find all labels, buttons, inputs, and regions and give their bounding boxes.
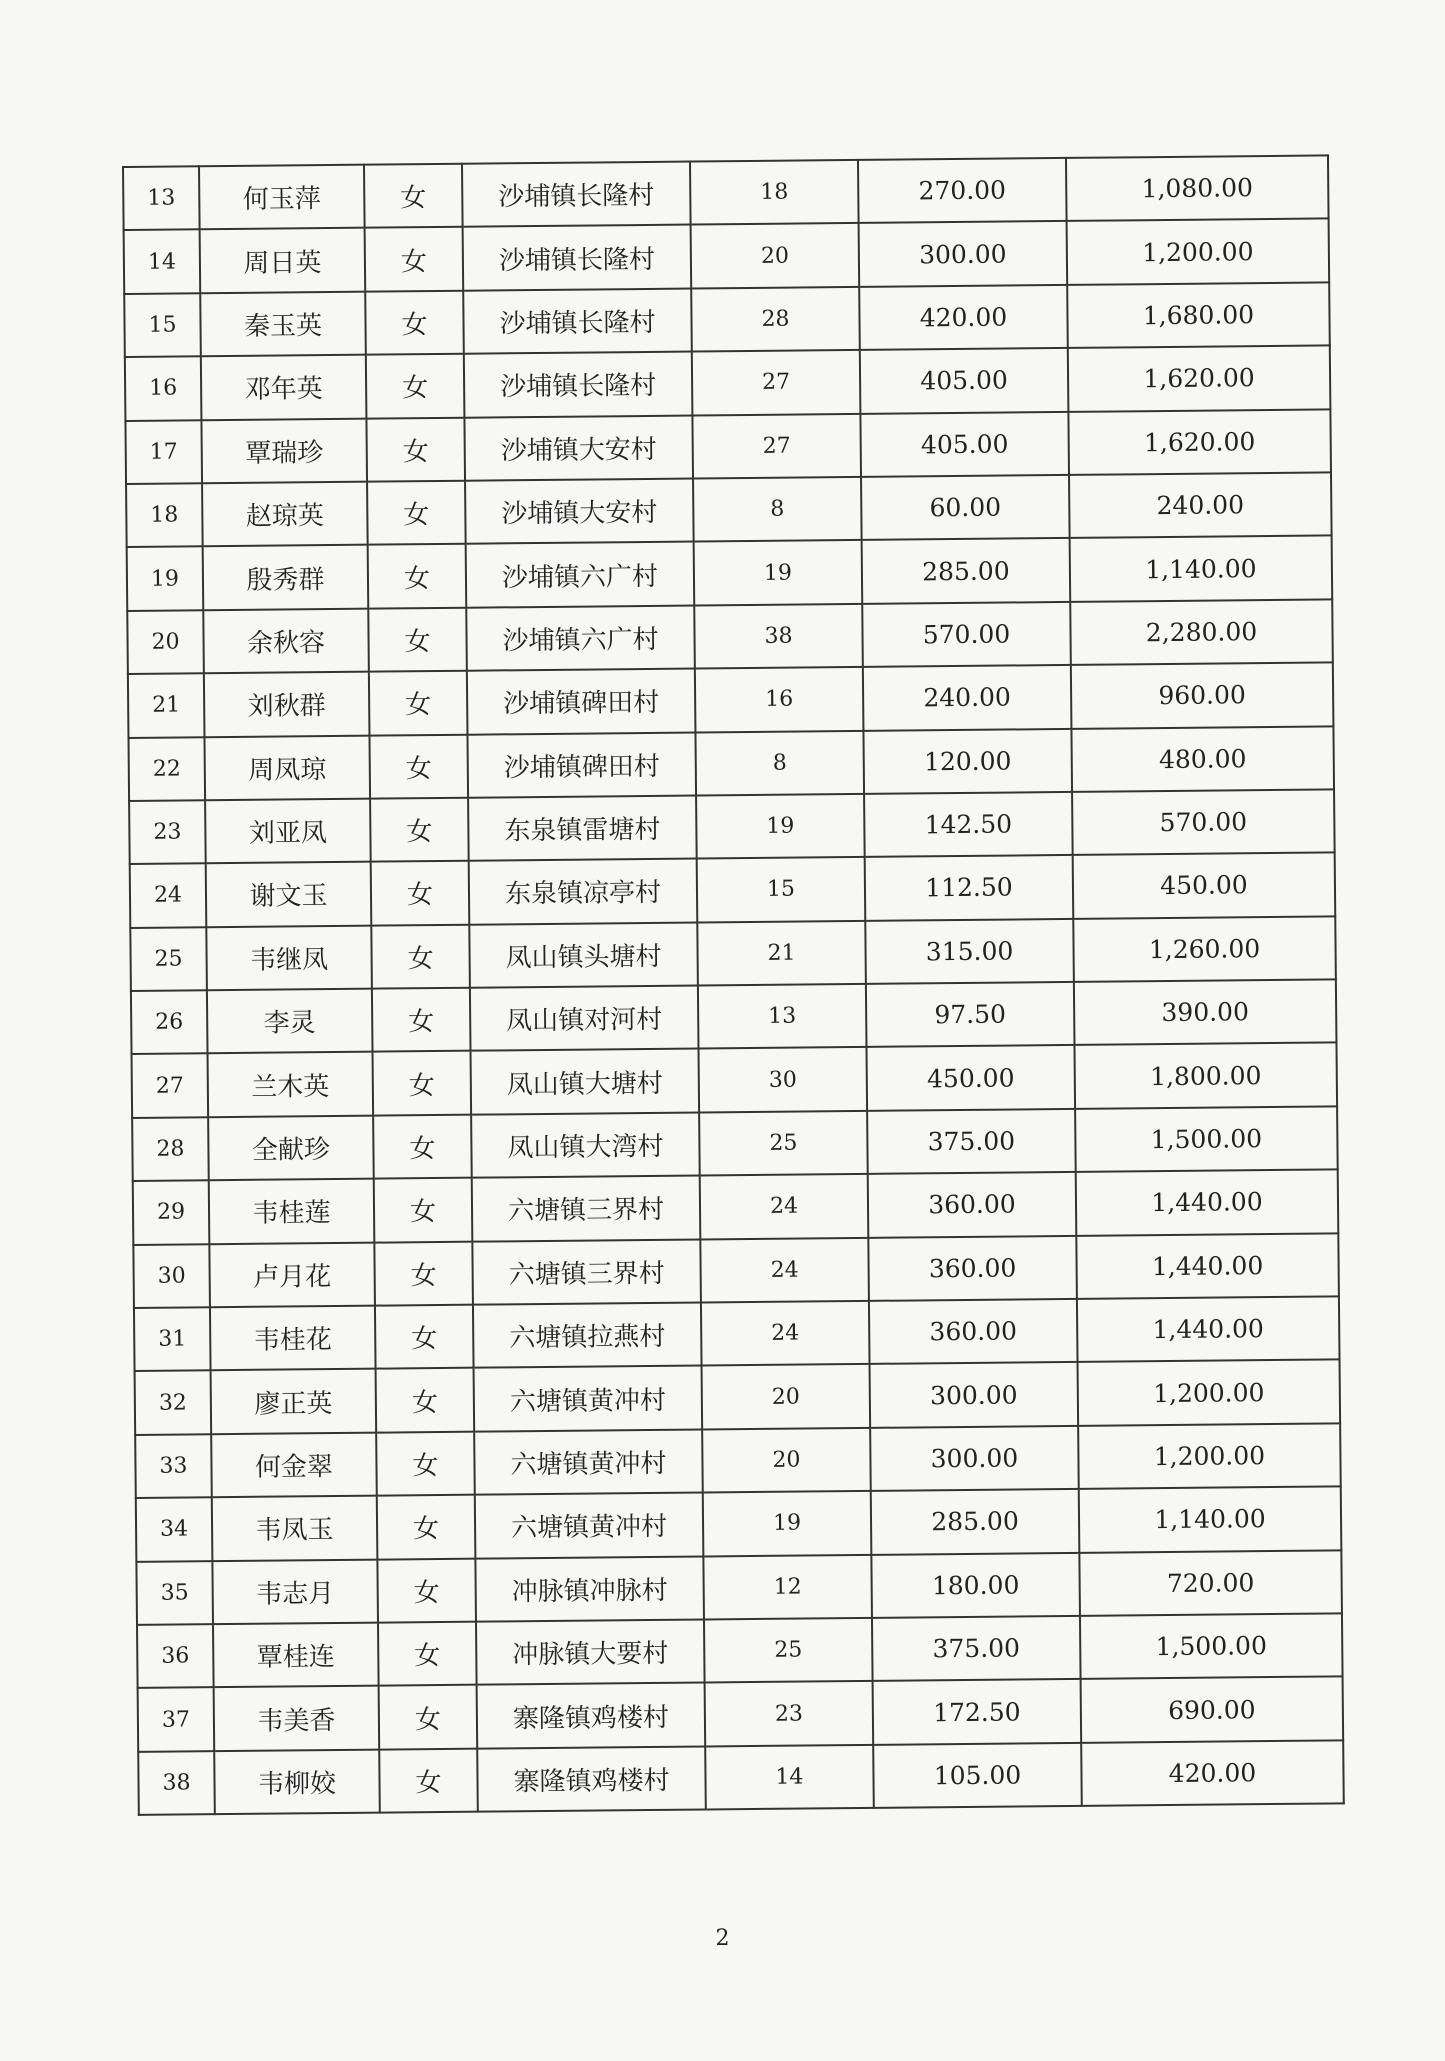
- person-name-cell: 周日英: [200, 228, 366, 293]
- amount-cell: 420.00: [859, 285, 1068, 350]
- amount-cell: 375.00: [867, 1109, 1076, 1174]
- gender-cell: 女: [376, 1431, 475, 1495]
- days-count-cell: 24: [700, 1238, 869, 1303]
- row-index-cell: 36: [137, 1624, 214, 1688]
- table-row: [123, 155, 1329, 230]
- person-name-cell: 覃瑞珍: [201, 418, 367, 483]
- days-count-cell: 25: [704, 1618, 873, 1683]
- gender-cell: 女: [374, 1241, 473, 1305]
- amount-cell: 285.00: [862, 538, 1071, 603]
- person-name-cell: 韦桂莲: [209, 1179, 375, 1244]
- person-name-cell: 余秋容: [203, 608, 369, 673]
- address-cell: 沙埔镇长隆村: [464, 352, 693, 418]
- days-count-cell: 12: [703, 1554, 872, 1619]
- person-name-cell: 廖正英: [211, 1369, 377, 1434]
- address-cell: 凤山镇头塘村: [469, 922, 698, 988]
- table-row: [127, 536, 1333, 611]
- row-index-cell: 32: [135, 1371, 212, 1435]
- gender-cell: 女: [371, 861, 470, 925]
- person-name-cell: 覃桂连: [213, 1623, 379, 1688]
- person-name-cell: 赵琼英: [202, 482, 368, 547]
- total-amount-cell: 1,140.00: [1079, 1487, 1342, 1553]
- table-row: [135, 1423, 1341, 1498]
- total-amount-cell: 1,200.00: [1078, 1360, 1341, 1426]
- row-index-cell: 20: [127, 610, 204, 674]
- person-name-cell: 秦玉英: [200, 291, 366, 356]
- gender-cell: 女: [367, 481, 466, 545]
- amount-cell: 240.00: [863, 665, 1072, 730]
- table-row: [131, 979, 1337, 1054]
- person-name-cell: 全献珍: [208, 1115, 374, 1180]
- person-name-cell: 韦美香: [214, 1686, 380, 1751]
- table-row: [133, 1170, 1339, 1245]
- table-row: [136, 1550, 1342, 1625]
- row-index-cell: 15: [124, 293, 201, 357]
- subsidy-table: [122, 154, 1345, 1816]
- gender-cell: 女: [365, 291, 464, 355]
- address-cell: 六塘镇黄冲村: [475, 1493, 704, 1559]
- days-count-cell: 14: [705, 1745, 874, 1810]
- person-name-cell: 殷秀群: [203, 545, 369, 610]
- amount-cell: 300.00: [870, 1426, 1079, 1491]
- address-cell: 六塘镇三界村: [472, 1239, 701, 1305]
- amount-cell: 60.00: [861, 475, 1070, 540]
- amount-cell: 105.00: [873, 1743, 1082, 1808]
- total-amount-cell: 390.00: [1074, 979, 1337, 1045]
- person-name-cell: 卢月花: [209, 1242, 375, 1307]
- address-cell: 沙埔镇六广村: [466, 605, 695, 671]
- address-cell: 沙埔镇碑田村: [467, 732, 696, 798]
- days-count-cell: 15: [697, 857, 866, 922]
- address-cell: 冲脉镇大要村: [476, 1619, 705, 1685]
- table-row: [135, 1360, 1341, 1435]
- gender-cell: 女: [373, 1115, 472, 1179]
- page-number: 2: [715, 1926, 730, 1951]
- row-index-cell: 35: [136, 1561, 213, 1625]
- address-cell: 六塘镇黄冲村: [474, 1366, 703, 1432]
- table-row: [133, 1233, 1339, 1308]
- row-index-cell: 22: [128, 737, 205, 801]
- table-row: [128, 663, 1334, 738]
- days-count-cell: 8: [695, 730, 864, 795]
- table-row: [124, 219, 1330, 294]
- days-count-cell: 27: [692, 413, 861, 478]
- row-index-cell: 13: [123, 166, 200, 230]
- amount-cell: 375.00: [872, 1616, 1081, 1681]
- amount-cell: 405.00: [860, 348, 1069, 413]
- row-index-cell: 14: [124, 230, 201, 294]
- row-index-cell: 27: [132, 1054, 209, 1118]
- person-name-cell: 韦桂花: [210, 1306, 376, 1371]
- gender-cell: 女: [378, 1622, 477, 1686]
- row-index-cell: 28: [132, 1117, 209, 1181]
- amount-cell: 142.50: [864, 792, 1073, 857]
- person-name-cell: 李灵: [207, 989, 373, 1054]
- person-name-cell: 兰木英: [208, 1052, 374, 1117]
- days-count-cell: 21: [697, 921, 866, 986]
- total-amount-cell: 1,080.00: [1066, 155, 1329, 221]
- gender-cell: 女: [377, 1558, 476, 1622]
- gender-cell: 女: [366, 354, 465, 418]
- gender-cell: 女: [373, 1051, 472, 1115]
- address-cell: 沙埔镇大安村: [465, 478, 694, 544]
- days-count-cell: 16: [695, 667, 864, 732]
- row-index-cell: 23: [129, 800, 206, 864]
- amount-cell: 97.50: [866, 982, 1075, 1047]
- gender-cell: 女: [376, 1368, 475, 1432]
- total-amount-cell: 480.00: [1071, 726, 1334, 792]
- total-amount-cell: 1,260.00: [1073, 916, 1336, 982]
- gender-cell: 女: [368, 544, 467, 608]
- days-count-cell: 19: [696, 794, 865, 859]
- days-count-cell: 20: [702, 1364, 871, 1429]
- address-cell: 凤山镇大湾村: [471, 1112, 700, 1178]
- gender-cell: 女: [369, 734, 468, 798]
- total-amount-cell: 570.00: [1072, 789, 1335, 855]
- person-name-cell: 韦志月: [212, 1559, 378, 1624]
- address-cell: 沙埔镇大安村: [464, 415, 693, 481]
- days-count-cell: 13: [698, 984, 867, 1049]
- gender-cell: 女: [364, 164, 463, 228]
- gender-cell: 女: [379, 1748, 478, 1812]
- address-cell: 东泉镇凉亭村: [469, 859, 698, 925]
- table-row: [134, 1296, 1340, 1371]
- gender-cell: 女: [374, 1178, 473, 1242]
- total-amount-cell: 420.00: [1081, 1740, 1344, 1806]
- row-index-cell: 30: [133, 1244, 210, 1308]
- table-row: [124, 282, 1330, 357]
- total-amount-cell: 240.00: [1069, 472, 1332, 538]
- total-amount-cell: 450.00: [1073, 853, 1336, 919]
- amount-cell: 360.00: [868, 1172, 1077, 1237]
- table-row: [125, 346, 1331, 421]
- person-name-cell: 韦继凤: [206, 925, 372, 990]
- row-index-cell: 19: [127, 547, 204, 611]
- total-amount-cell: 1,440.00: [1076, 1170, 1339, 1236]
- address-cell: 东泉镇雷塘村: [468, 795, 697, 861]
- total-amount-cell: 960.00: [1071, 663, 1334, 729]
- gender-cell: 女: [370, 798, 469, 862]
- person-name-cell: 刘亚凤: [205, 799, 371, 864]
- total-amount-cell: 1,440.00: [1077, 1296, 1340, 1362]
- amount-cell: 270.00: [858, 158, 1067, 223]
- total-amount-cell: 1,620.00: [1068, 409, 1331, 475]
- total-amount-cell: 2,280.00: [1070, 599, 1333, 665]
- gender-cell: 女: [368, 607, 467, 671]
- address-cell: 凤山镇对河村: [470, 986, 699, 1052]
- days-count-cell: 30: [699, 1047, 868, 1112]
- amount-cell: 180.00: [871, 1552, 1080, 1617]
- amount-cell: 315.00: [865, 919, 1074, 984]
- address-cell: 六塘镇三界村: [472, 1176, 701, 1242]
- amount-cell: 112.50: [865, 855, 1074, 920]
- days-count-cell: 23: [705, 1681, 874, 1746]
- total-amount-cell: 1,500.00: [1080, 1613, 1343, 1679]
- address-cell: 沙埔镇六广村: [466, 542, 695, 608]
- days-count-cell: 25: [699, 1111, 868, 1176]
- table-row: [128, 726, 1334, 801]
- amount-cell: 360.00: [868, 1236, 1077, 1301]
- days-count-cell: 18: [690, 160, 859, 225]
- amount-cell: 300.00: [870, 1362, 1079, 1427]
- table-row: [138, 1740, 1344, 1815]
- address-cell: 沙埔镇长隆村: [462, 162, 691, 228]
- amount-cell: 360.00: [869, 1299, 1078, 1364]
- table-wrapper: [122, 154, 1343, 1816]
- row-index-cell: 29: [133, 1180, 210, 1244]
- table-row: [132, 1043, 1338, 1118]
- row-index-cell: 18: [126, 483, 203, 547]
- table-row: [130, 916, 1336, 991]
- total-amount-cell: 1,440.00: [1076, 1233, 1339, 1299]
- table-row: [126, 472, 1332, 547]
- days-count-cell: 24: [700, 1174, 869, 1239]
- gender-cell: 女: [375, 1305, 474, 1369]
- address-cell: 凤山镇大塘村: [471, 1049, 700, 1115]
- gender-cell: 女: [365, 227, 464, 291]
- total-amount-cell: 1,620.00: [1068, 346, 1331, 412]
- total-amount-cell: 1,140.00: [1070, 536, 1333, 602]
- person-name-cell: 韦凤玉: [212, 1496, 378, 1561]
- table-row: [127, 599, 1333, 674]
- address-cell: 沙埔镇长隆村: [463, 288, 692, 354]
- total-amount-cell: 1,500.00: [1075, 1106, 1338, 1172]
- gender-cell: 女: [372, 988, 471, 1052]
- row-index-cell: 31: [134, 1307, 211, 1371]
- amount-cell: 120.00: [863, 728, 1072, 793]
- days-count-cell: 27: [692, 350, 861, 415]
- days-count-cell: 20: [702, 1428, 871, 1493]
- person-name-cell: 何金翠: [211, 1432, 377, 1497]
- table-row: [132, 1106, 1338, 1181]
- row-index-cell: 33: [135, 1434, 212, 1498]
- amount-cell: 570.00: [862, 602, 1071, 667]
- days-count-cell: 38: [694, 604, 863, 669]
- amount-cell: 450.00: [866, 1045, 1075, 1110]
- row-index-cell: 34: [136, 1497, 213, 1561]
- table-row: [125, 409, 1331, 484]
- total-amount-cell: 1,200.00: [1078, 1423, 1341, 1489]
- days-count-cell: 20: [691, 223, 860, 288]
- person-name-cell: 邓年英: [201, 355, 367, 420]
- days-count-cell: 8: [693, 477, 862, 542]
- gender-cell: 女: [369, 671, 468, 735]
- amount-cell: 405.00: [860, 411, 1069, 476]
- person-name-cell: 周凤琼: [204, 735, 370, 800]
- amount-cell: 285.00: [871, 1489, 1080, 1554]
- row-index-cell: 38: [138, 1751, 215, 1815]
- days-count-cell: 28: [691, 287, 860, 352]
- table-row: [138, 1677, 1344, 1752]
- days-count-cell: 19: [703, 1491, 872, 1556]
- address-cell: 寨隆镇鸡楼村: [477, 1683, 706, 1749]
- person-name-cell: 韦柳姣: [214, 1749, 380, 1814]
- gender-cell: 女: [366, 417, 465, 481]
- row-index-cell: 17: [125, 420, 202, 484]
- row-index-cell: 25: [130, 927, 207, 991]
- amount-cell: 300.00: [859, 221, 1068, 286]
- row-index-cell: 26: [131, 990, 208, 1054]
- person-name-cell: 谢文玉: [206, 862, 372, 927]
- total-amount-cell: 1,680.00: [1067, 282, 1330, 348]
- total-amount-cell: 690.00: [1081, 1677, 1344, 1743]
- amount-cell: 172.50: [873, 1679, 1082, 1744]
- gender-cell: 女: [379, 1685, 478, 1749]
- row-index-cell: 37: [138, 1688, 215, 1752]
- table-row: [136, 1487, 1342, 1562]
- total-amount-cell: 720.00: [1079, 1550, 1342, 1616]
- row-index-cell: 24: [130, 864, 207, 928]
- table-row: [129, 789, 1335, 864]
- address-cell: 沙埔镇碑田村: [467, 669, 696, 735]
- table-row: [130, 853, 1336, 928]
- address-cell: 寨隆镇鸡楼村: [477, 1746, 706, 1812]
- address-cell: 沙埔镇长隆村: [463, 225, 692, 291]
- gender-cell: 女: [377, 1495, 476, 1559]
- address-cell: 六塘镇黄冲村: [474, 1429, 703, 1495]
- gender-cell: 女: [371, 924, 470, 988]
- row-index-cell: 21: [128, 673, 205, 737]
- person-name-cell: 刘秋群: [204, 672, 370, 737]
- days-count-cell: 19: [694, 540, 863, 605]
- address-cell: 冲脉镇冲脉村: [475, 1556, 704, 1622]
- row-index-cell: 16: [125, 356, 202, 420]
- table-row: [137, 1613, 1343, 1688]
- total-amount-cell: 1,800.00: [1074, 1043, 1337, 1109]
- days-count-cell: 24: [701, 1301, 870, 1366]
- person-name-cell: 何玉萍: [199, 165, 365, 230]
- total-amount-cell: 1,200.00: [1067, 219, 1330, 285]
- table-body: [123, 155, 1344, 1815]
- address-cell: 六塘镇拉燕村: [473, 1303, 702, 1369]
